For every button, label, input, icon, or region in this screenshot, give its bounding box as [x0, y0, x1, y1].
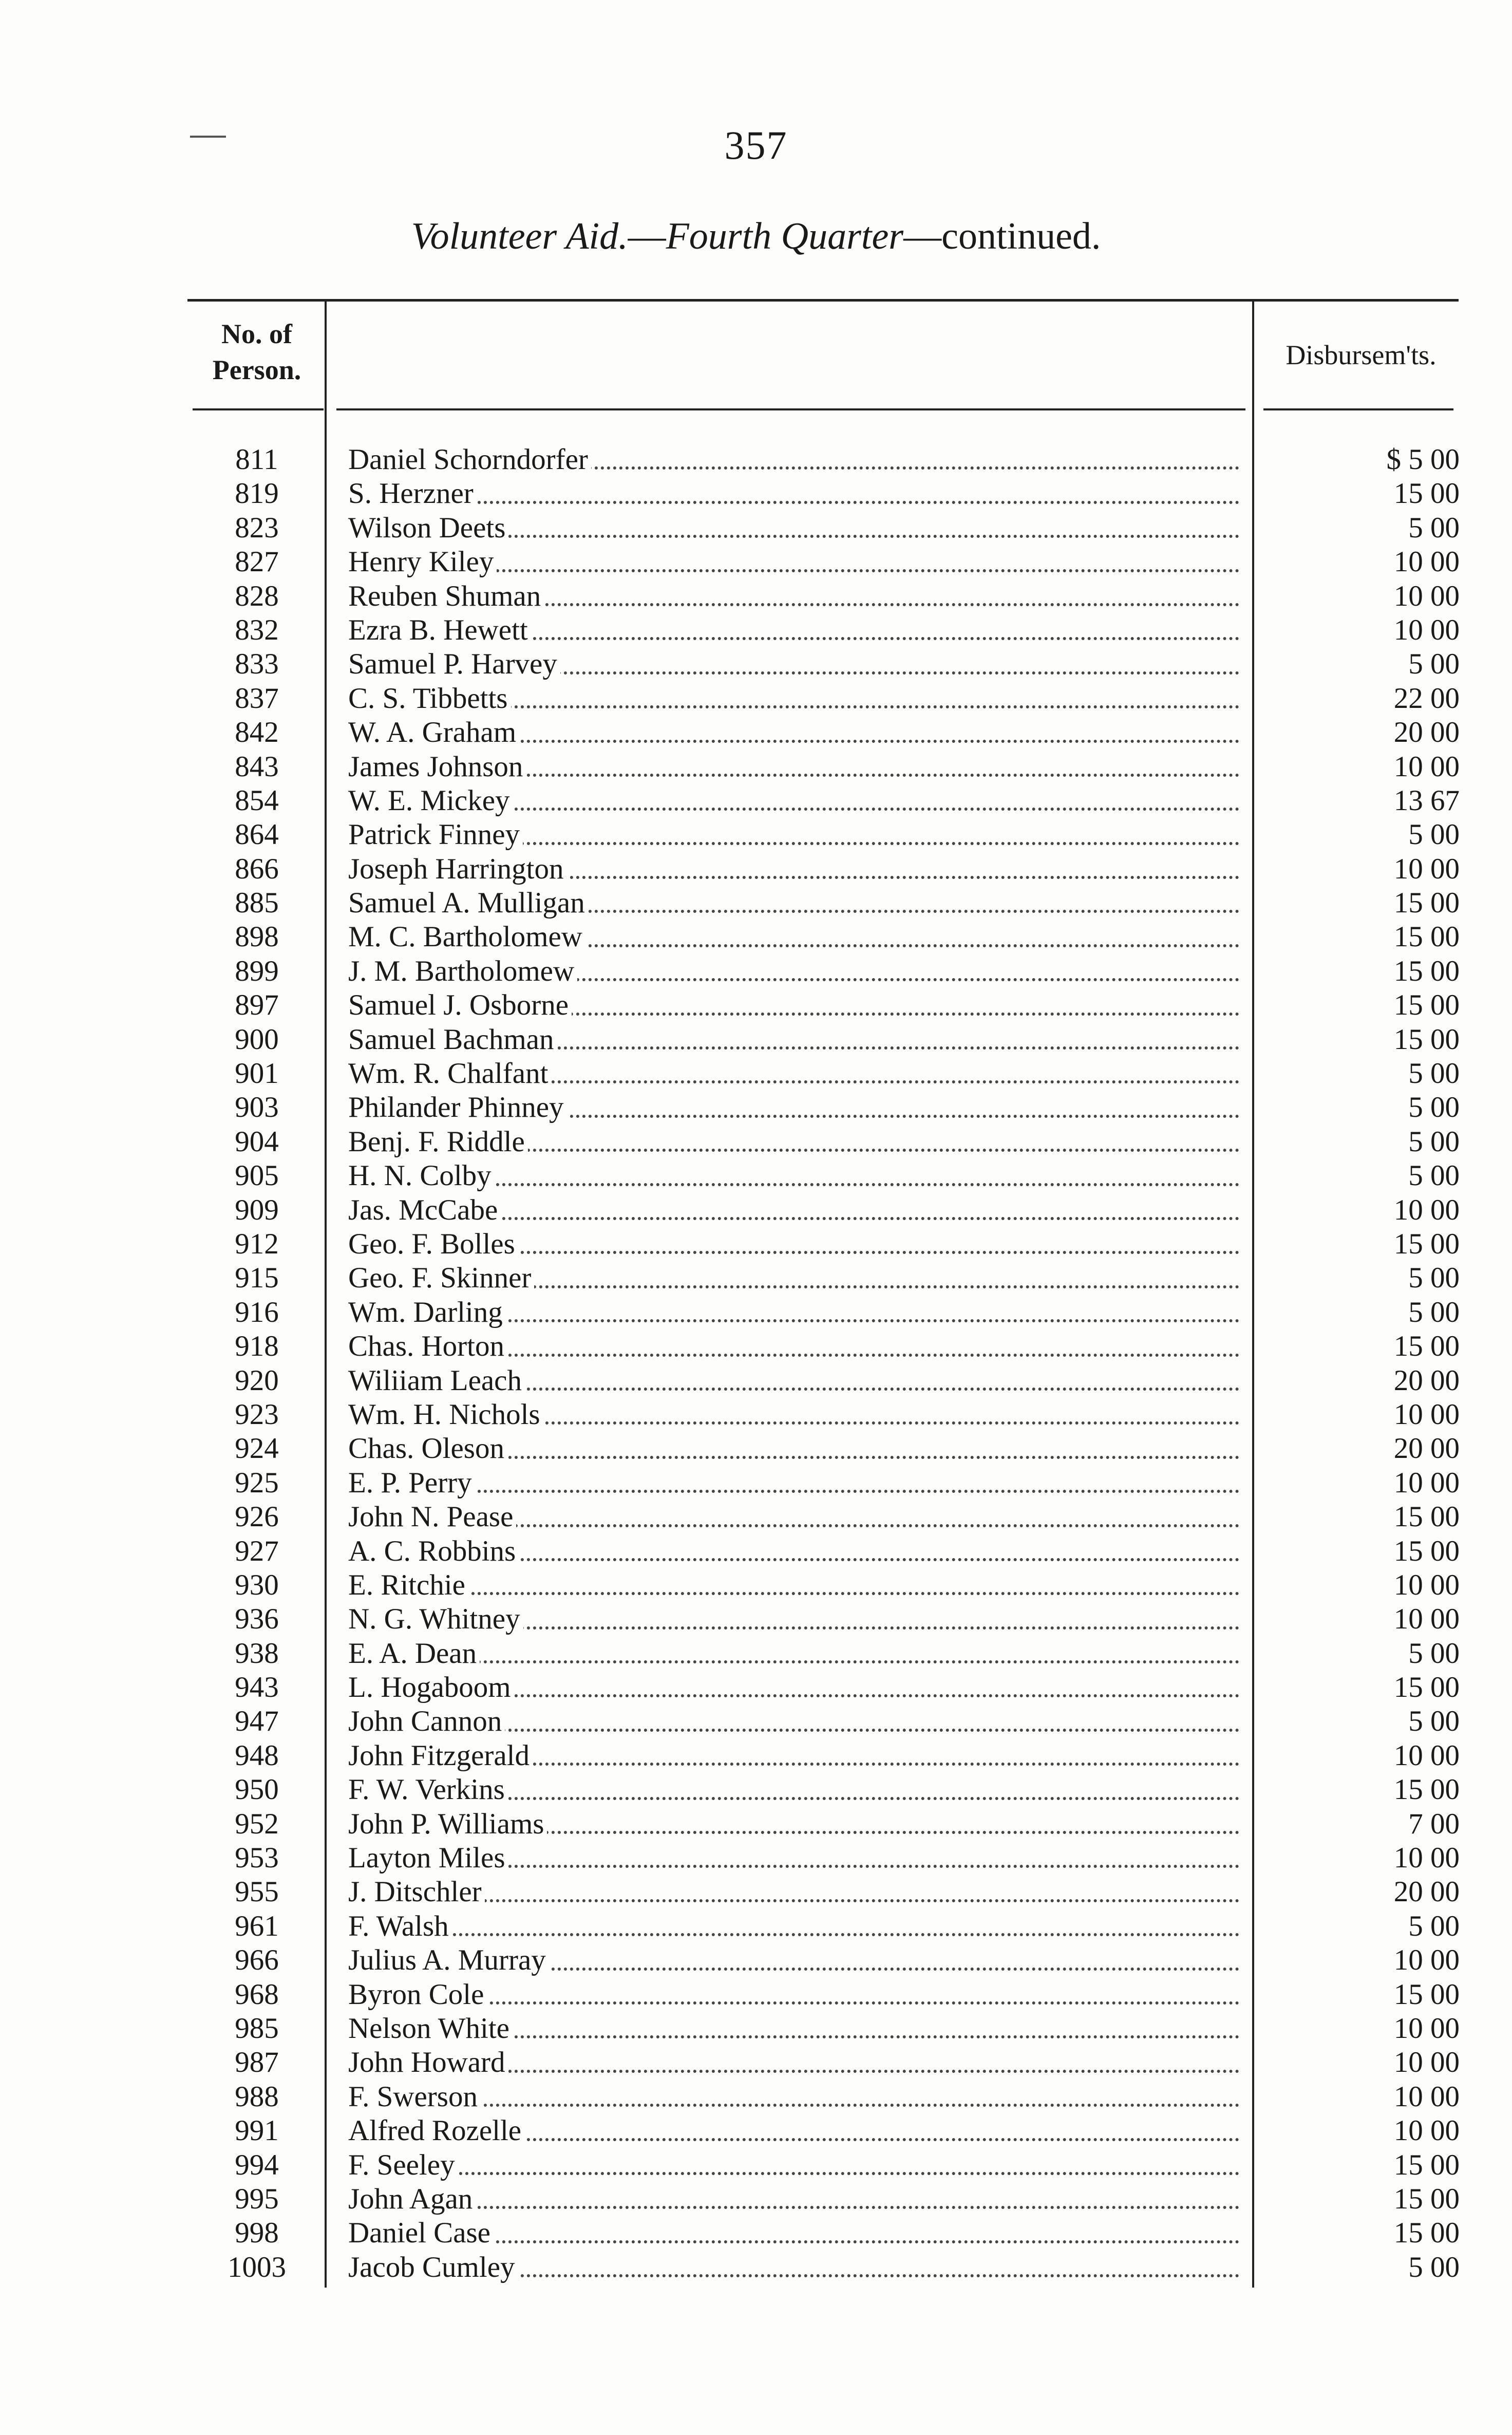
- person-name: Wm. H. Nichols: [348, 1398, 543, 1431]
- person-number: 843: [235, 750, 279, 783]
- disbursement-amount: 10 00: [1393, 1398, 1460, 1431]
- table-row: [0, 1364, 1512, 1398]
- person-name-cell: [348, 1909, 1239, 1943]
- table-row: [0, 1671, 1512, 1704]
- table-row: [0, 954, 1512, 988]
- person-number: 866: [235, 852, 279, 885]
- person-name: S. Herzner: [348, 477, 477, 510]
- person-name: J. Ditschler: [348, 1876, 485, 1908]
- table-row: [0, 579, 1512, 613]
- person-number: 998: [235, 2217, 279, 2250]
- header-bottom-rule-middle: [336, 408, 1245, 410]
- disbursement-amount: 22 00: [1393, 682, 1460, 715]
- disbursement-amount: 15 00: [1393, 477, 1460, 510]
- person-name: H. N. Colby: [348, 1159, 495, 1192]
- table-row: [0, 2080, 1512, 2114]
- person-name: C. S. Tibbetts: [348, 682, 511, 715]
- disbursement-amount: 10 00: [1393, 2080, 1460, 2113]
- person-name: John N. Pease: [348, 1501, 516, 1533]
- person-name-cell: [348, 988, 1239, 1022]
- person-name-cell: [348, 1227, 1239, 1261]
- table-row: [0, 477, 1512, 511]
- table-row: [0, 818, 1512, 852]
- person-name-cell: [348, 1500, 1239, 1534]
- person-name: W. A. Graham: [348, 716, 519, 748]
- person-number: 943: [235, 1671, 279, 1704]
- header-bottom-rule-left: [193, 408, 324, 410]
- table-row: [0, 1159, 1512, 1193]
- person-name: Jacob Cumley: [348, 2251, 518, 2283]
- person-name: Wm. R. Chalfant: [348, 1057, 551, 1090]
- person-number: 961: [235, 1909, 279, 1942]
- person-name-cell: [348, 2216, 1239, 2250]
- person-number: 918: [235, 1330, 279, 1363]
- table-row: [0, 988, 1512, 1022]
- person-name: John Howard: [348, 2046, 508, 2078]
- person-number: 823: [235, 511, 279, 544]
- table-top-rule: [187, 299, 1459, 302]
- person-name-cell: [348, 2046, 1239, 2080]
- person-name-cell: [348, 682, 1239, 716]
- person-name-cell: [348, 545, 1239, 579]
- disbursement-amount: 10 00: [1393, 546, 1460, 578]
- person-number: 828: [235, 579, 279, 612]
- person-number: 901: [235, 1057, 279, 1090]
- disbursement-amount: 20 00: [1393, 1432, 1460, 1465]
- header-number-line1: No. of: [221, 319, 292, 349]
- person-name: F. Swerson: [348, 2081, 481, 2113]
- person-name-cell: [348, 784, 1239, 818]
- disbursement-amount: 5 00: [1408, 1909, 1460, 1942]
- title-part-continued: continued.: [941, 215, 1101, 257]
- person-name-cell: [348, 2182, 1239, 2216]
- person-name: Daniel Case: [348, 2217, 494, 2249]
- person-name-cell: [348, 579, 1239, 613]
- title-dash-2: —: [903, 215, 942, 257]
- person-name-cell: [348, 1193, 1239, 1227]
- table-row: [0, 1807, 1512, 1841]
- person-name-cell: [348, 1364, 1239, 1398]
- person-number: 1003: [228, 2251, 286, 2283]
- person-number: 985: [235, 2012, 279, 2045]
- disbursement-amount: 5 00: [1408, 1637, 1460, 1670]
- person-name-cell: [348, 886, 1239, 920]
- person-name: John Cannon: [348, 1705, 505, 1737]
- table-row: [0, 1909, 1512, 1943]
- person-number: 924: [235, 1432, 279, 1465]
- table-row: [0, 613, 1512, 647]
- person-name: L. Hogaboom: [348, 1671, 514, 1703]
- title-part-fourth-quarter: Fourth Quarter: [666, 215, 904, 257]
- person-name-cell: [348, 1602, 1239, 1636]
- person-number: 905: [235, 1159, 279, 1192]
- disbursement-amount: 5 00: [1408, 1091, 1460, 1124]
- person-name-cell: [348, 1807, 1239, 1841]
- person-number: 988: [235, 2080, 279, 2113]
- person-name: Samuel A. Mulligan: [348, 887, 588, 919]
- person-name-cell: [348, 2148, 1239, 2182]
- person-number: 909: [235, 1193, 279, 1226]
- disbursement-amount: 5 00: [1408, 1705, 1460, 1738]
- disbursement-amount: 10 00: [1393, 1739, 1460, 1772]
- person-name-cell: [348, 1091, 1239, 1125]
- disbursement-amount: 10 00: [1393, 750, 1460, 783]
- person-number: 927: [235, 1534, 279, 1567]
- person-name-cell: [348, 818, 1239, 852]
- disbursement-amount: 10 00: [1393, 2046, 1460, 2079]
- table-row: [0, 443, 1512, 477]
- person-name-cell: [348, 750, 1239, 784]
- disbursement-amount: 10 00: [1393, 2012, 1460, 2045]
- table-row: [0, 1329, 1512, 1363]
- disbursement-amount: 5 00: [1408, 2251, 1460, 2283]
- table-row: [0, 545, 1512, 579]
- disbursement-amount: 15 00: [1393, 1227, 1460, 1260]
- person-name-cell: [348, 2080, 1239, 2114]
- person-name: E. Ritchie: [348, 1569, 468, 1601]
- disbursement-amount: 5 00: [1408, 818, 1460, 851]
- person-name: Wiliiam Leach: [348, 1364, 525, 1397]
- person-name-cell: [348, 1057, 1239, 1091]
- person-number: 833: [235, 648, 279, 681]
- table-row: [0, 1296, 1512, 1329]
- person-name: A. C. Robbins: [348, 1535, 519, 1567]
- table-row: [0, 750, 1512, 784]
- person-name: F. Walsh: [348, 1910, 452, 1942]
- disbursement-amount: 5 00: [1408, 1057, 1460, 1090]
- person-name: F. Seeley: [348, 2149, 458, 2181]
- disbursement-amount: 15 00: [1393, 1330, 1460, 1363]
- person-number: 995: [235, 2182, 279, 2215]
- disbursement-amount: 13 67: [1393, 784, 1460, 817]
- table-row: [0, 1534, 1512, 1568]
- table-row: [0, 1398, 1512, 1432]
- person-name-cell: [348, 1159, 1239, 1193]
- disbursement-amount: 15 00: [1393, 1671, 1460, 1704]
- disbursement-amount: 10 00: [1393, 579, 1460, 612]
- person-name: John Fitzgerald: [348, 1739, 533, 1772]
- table-row: [0, 852, 1512, 886]
- disbursement-amount: 15 00: [1393, 921, 1460, 953]
- table-row: [0, 2012, 1512, 2046]
- table-row: [0, 716, 1512, 750]
- person-number: 966: [235, 1944, 279, 1977]
- table-row: [0, 1875, 1512, 1909]
- person-name-cell: [348, 1329, 1239, 1363]
- person-name: W. E. Mickey: [348, 784, 513, 817]
- person-number: 811: [235, 443, 278, 476]
- table-row: [0, 2216, 1512, 2250]
- person-number: 938: [235, 1637, 279, 1670]
- disbursement-amount: 5 00: [1408, 1159, 1460, 1192]
- table-row: [0, 2251, 1512, 2284]
- person-name-cell: [348, 1637, 1239, 1671]
- disbursement-amount: 10 00: [1393, 1568, 1460, 1601]
- person-number: 947: [235, 1705, 279, 1738]
- disbursement-amount: 15 00: [1393, 1534, 1460, 1567]
- person-name: Samuel Bachman: [348, 1023, 557, 1056]
- disbursement-amount: 15 00: [1393, 1501, 1460, 1533]
- disbursement-amount: 15 00: [1393, 1773, 1460, 1806]
- person-name: Benj. F. Riddle: [348, 1126, 528, 1158]
- person-name: Chas. Horton: [348, 1330, 507, 1362]
- table-row: [0, 511, 1512, 545]
- disbursement-amount: $ 5 00: [1386, 443, 1460, 476]
- table-row: [0, 1568, 1512, 1602]
- header-number-line2: Person.: [212, 354, 301, 385]
- person-number: 900: [235, 1023, 279, 1056]
- person-name: Julius A. Murray: [348, 1944, 549, 1976]
- person-name: J. M. Bartholomew: [348, 955, 577, 987]
- person-name-cell: [348, 1875, 1239, 1909]
- person-number: 953: [235, 1842, 279, 1875]
- person-name-cell: [348, 647, 1239, 681]
- person-number: 827: [235, 546, 279, 578]
- disbursement-amount: 5 00: [1408, 1125, 1460, 1158]
- person-number: 968: [235, 1978, 279, 2011]
- person-number: 899: [235, 954, 279, 987]
- person-number: 925: [235, 1466, 279, 1499]
- person-name-cell: [348, 1261, 1239, 1295]
- disbursement-amount: 15 00: [1393, 989, 1460, 1022]
- disbursement-amount: 10 00: [1393, 1466, 1460, 1499]
- person-name: Samuel J. Osborne: [348, 989, 572, 1021]
- person-number: 987: [235, 2046, 279, 2079]
- table-row: [0, 1193, 1512, 1227]
- table-row: [0, 682, 1512, 716]
- person-name-cell: [348, 1978, 1239, 2012]
- person-name-cell: [348, 1534, 1239, 1568]
- person-number: 864: [235, 818, 279, 851]
- person-number: 923: [235, 1398, 279, 1431]
- person-name-cell: [348, 852, 1239, 886]
- person-number: 842: [235, 716, 279, 749]
- disbursement-amount: 20 00: [1393, 1364, 1460, 1397]
- person-number: 920: [235, 1364, 279, 1397]
- person-name-cell: [348, 2012, 1239, 2046]
- person-name: John Agan: [348, 2183, 476, 2215]
- person-number: 994: [235, 2148, 279, 2181]
- table-row: [0, 2182, 1512, 2216]
- table-row: [0, 1602, 1512, 1636]
- table-row: [0, 1637, 1512, 1671]
- person-name: Jas. McCabe: [348, 1194, 501, 1226]
- person-name-cell: [348, 1568, 1239, 1602]
- person-number: 912: [235, 1227, 279, 1260]
- person-number: 926: [235, 1501, 279, 1533]
- person-number: 950: [235, 1773, 279, 1806]
- disbursement-amount: 15 00: [1393, 887, 1460, 920]
- person-name: Byron Cole: [348, 1978, 487, 2011]
- person-number: 952: [235, 1807, 279, 1840]
- person-name: Wilson Deets: [348, 512, 508, 544]
- person-name: Daniel Schorndorfer: [348, 443, 591, 476]
- person-number: 885: [235, 887, 279, 920]
- table-row: [0, 1841, 1512, 1875]
- person-name: N. G. Whitney: [348, 1603, 523, 1635]
- person-name: Alfred Rozelle: [348, 2114, 524, 2147]
- table-row: [0, 1057, 1512, 1091]
- person-name-cell: [348, 1739, 1239, 1773]
- person-name: E. P. Perry: [348, 1467, 475, 1499]
- table-row: [0, 784, 1512, 818]
- person-name-cell: [348, 511, 1239, 545]
- person-name-cell: [348, 1671, 1239, 1704]
- disbursement-amount: 15 00: [1393, 2182, 1460, 2215]
- table-row: [0, 1943, 1512, 1977]
- person-name: Layton Miles: [348, 1842, 508, 1874]
- person-name-cell: [348, 1432, 1239, 1466]
- disbursement-amount: 10 00: [1393, 2114, 1460, 2147]
- person-name: Joseph Harrington: [348, 853, 567, 885]
- person-name: James Johnson: [348, 751, 526, 783]
- running-title: [0, 215, 1512, 258]
- header-disbursements: Disbursem'ts.: [1286, 340, 1437, 370]
- person-name-cell: [348, 1125, 1239, 1159]
- table-row: [0, 1773, 1512, 1807]
- disbursement-amount: 20 00: [1393, 716, 1460, 749]
- person-name-cell: [348, 716, 1239, 750]
- person-name-cell: [348, 1704, 1239, 1738]
- disbursement-amount: 15 00: [1393, 954, 1460, 987]
- person-name: John P. Williams: [348, 1808, 547, 1840]
- title-part-volunteer-aid: Volunteer Aid.: [411, 215, 628, 257]
- person-name-cell: [348, 1398, 1239, 1432]
- person-name: F. W. Verkins: [348, 1773, 508, 1806]
- header-number-of-person: [195, 316, 318, 388]
- table-row: [0, 647, 1512, 681]
- person-name: Samuel P. Harvey: [348, 648, 560, 680]
- person-name-cell: [348, 954, 1239, 988]
- disbursement-amount: 5 00: [1408, 1296, 1460, 1328]
- disbursement-amount: 5 00: [1408, 648, 1460, 681]
- person-name-cell: [348, 477, 1239, 511]
- table-row: [0, 1704, 1512, 1738]
- person-number: 903: [235, 1091, 279, 1124]
- disbursement-amount: 7 00: [1408, 1807, 1460, 1840]
- disbursement-amount: 10 00: [1393, 1842, 1460, 1875]
- table-row: [0, 1023, 1512, 1057]
- person-name-cell: [348, 1773, 1239, 1807]
- person-name: Philander Phinney: [348, 1091, 567, 1123]
- person-name-cell: [348, 443, 1239, 477]
- table-row: [0, 1091, 1512, 1125]
- person-name: Patrick Finney: [348, 818, 523, 851]
- disbursement-amount: 10 00: [1393, 1193, 1460, 1226]
- disbursement-amount: 15 00: [1393, 2217, 1460, 2250]
- person-number: 955: [235, 1876, 279, 1908]
- person-name: Geo. F. Skinner: [348, 1262, 534, 1294]
- header-bottom-rule-right: [1263, 408, 1453, 410]
- person-name-cell: [348, 2114, 1239, 2148]
- table-row: [0, 1466, 1512, 1500]
- person-name-cell: [348, 920, 1239, 954]
- person-number: 948: [235, 1739, 279, 1772]
- disbursement-amount: 10 00: [1393, 852, 1460, 885]
- person-name: Wm. Darling: [348, 1296, 506, 1328]
- person-number: 897: [235, 989, 279, 1022]
- person-name: Nelson White: [348, 2012, 513, 2045]
- disbursement-amount: 15 00: [1393, 1023, 1460, 1056]
- ledger-rows: [0, 443, 1512, 2284]
- disbursement-amount: 20 00: [1393, 1876, 1460, 1908]
- person-number: 819: [235, 477, 279, 510]
- table-row: [0, 1978, 1512, 2012]
- table-row: [0, 2148, 1512, 2182]
- person-name: Geo. F. Bolles: [348, 1228, 518, 1260]
- person-name-cell: [348, 2251, 1239, 2284]
- person-number: 898: [235, 921, 279, 953]
- person-number: 837: [235, 682, 279, 715]
- person-number: 915: [235, 1262, 279, 1295]
- table-row: [0, 886, 1512, 920]
- table-row: [0, 1500, 1512, 1534]
- person-number: 991: [235, 2114, 279, 2147]
- page-number: 357: [724, 123, 788, 167]
- table-row: [0, 920, 1512, 954]
- table-row: [0, 1739, 1512, 1773]
- table-row: [0, 1227, 1512, 1261]
- person-name-cell: [348, 1466, 1239, 1500]
- disbursement-amount: 5 00: [1408, 1262, 1460, 1295]
- person-number: 904: [235, 1125, 279, 1158]
- disbursement-amount: 10 00: [1393, 1603, 1460, 1636]
- table-row: [0, 2046, 1512, 2080]
- person-number: 930: [235, 1568, 279, 1601]
- person-number: 832: [235, 613, 279, 646]
- person-name: Henry Kiley: [348, 546, 497, 578]
- person-name-cell: [348, 1023, 1239, 1057]
- person-name-cell: [348, 613, 1239, 647]
- disbursement-amount: 5 00: [1408, 511, 1460, 544]
- disbursement-amount: 15 00: [1393, 1978, 1460, 2011]
- disbursement-amount: 15 00: [1393, 2148, 1460, 2181]
- person-name-cell: [348, 1841, 1239, 1875]
- table-row: [0, 2114, 1512, 2148]
- disbursement-amount: 10 00: [1393, 613, 1460, 646]
- table-row: [0, 1261, 1512, 1295]
- person-name: Chas. Oleson: [348, 1432, 507, 1465]
- person-number: 936: [235, 1603, 279, 1636]
- person-name: Ezra B. Hewett: [348, 614, 531, 646]
- person-name: M. C. Bartholomew: [348, 921, 585, 953]
- person-number: 916: [235, 1296, 279, 1328]
- person-name-cell: [348, 1943, 1239, 1977]
- person-name: Reuben Shuman: [348, 580, 544, 612]
- person-name: E. A. Dean: [348, 1637, 480, 1670]
- table-row: [0, 1432, 1512, 1466]
- person-number: 854: [235, 784, 279, 817]
- person-name-cell: [348, 1296, 1239, 1329]
- disbursement-amount: 10 00: [1393, 1944, 1460, 1977]
- table-row: [0, 1125, 1512, 1159]
- title-dash-1: —: [628, 215, 666, 257]
